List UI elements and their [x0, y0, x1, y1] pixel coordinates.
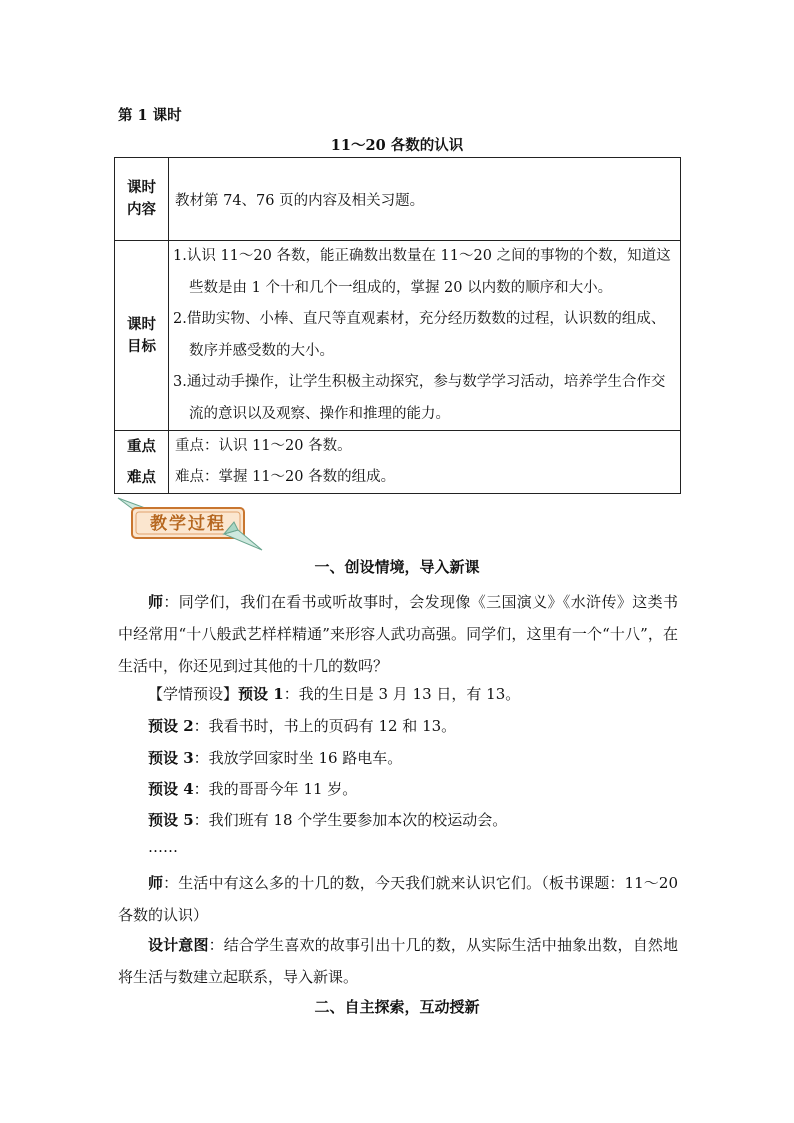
- key-difficult-header: [115, 431, 169, 494]
- lesson-info-table: [114, 157, 681, 494]
- key-point: 重点：认识 11～20 各数。: [175, 438, 352, 454]
- preset-item-3: 预设 3：我放学回家时坐 16 路电车。: [148, 749, 403, 767]
- lesson-number: 第 1 课时: [118, 107, 182, 124]
- banner-text: 教学过程: [150, 514, 226, 534]
- document-title: 11～20 各数的认识: [330, 137, 464, 154]
- teacher-paragraph-2: 师：生活中有这么多的十几的数，今天我们就来认识它们。（板书课题：11～20 各数的认识）: [118, 874, 678, 924]
- content-header: 课时 内容: [115, 158, 169, 241]
- design-intent-label: 设计意图: [148, 936, 209, 954]
- ellipsis: ……: [148, 838, 178, 856]
- preset-item-5: 预设 5：我们班有 18 个学生要参加本次的校运动会。: [148, 811, 508, 829]
- table-row-goals: [115, 241, 681, 431]
- preset-item-4: 预设 4：我的哥哥今年 11 岁。: [148, 780, 358, 798]
- key-header: 重点: [127, 438, 156, 455]
- teacher-label: 师: [148, 593, 164, 611]
- table-row-key-difficult: [115, 431, 681, 494]
- goal-item: 2.借助实物、小棒、直尺等直观素材，充分经历数数的过程，认识数的组成、数序并感受数的大小。: [173, 311, 666, 359]
- teacher-label: 师: [148, 874, 164, 892]
- teacher-paragraph-1: 师：同学们，我们在看书或听故事时，会发现像《三国演义》《水浒传》这类书中经常用“十八般武艺样样精通”来形容人武功高强。同学们，这里有一个“十八”，在生活中，你还见到过其他的十几的数吗？: [118, 593, 678, 675]
- goals-header: 课时 目标: [115, 241, 169, 431]
- difficult-point: 难点：掌握 11～20 各数的组成。: [175, 469, 396, 485]
- teaching-process-banner: [116, 494, 264, 554]
- goal-item: 3.通过动手操作，让学生积极主动探究，参与数学学习活动，培养学生合作交流的意识以及观察、操作和推理的能力。: [173, 374, 666, 422]
- preset-item-1: 【学情预设】预设 1：我的生日是 3 月 13 日，有 13。: [148, 685, 521, 703]
- goals-cell: [169, 241, 681, 431]
- difficult-header: 难点: [127, 469, 156, 486]
- goal-item: 1.认识 11～20 各数，能正确数出数量在 11～20 之间的事物的个数，知道这些数是由 1 个十和几个一组成的，掌握 20 以内数的顺序和大小。: [173, 248, 671, 296]
- preset-item-2: 预设 2：我看书时，书上的页码有 12 和 13。: [148, 717, 457, 735]
- key-difficult-cell: [169, 431, 681, 494]
- section-title-2: 二、自主探索，互动授新: [314, 998, 480, 1016]
- design-intent-paragraph: 设计意图：结合学生喜欢的故事引出十几的数，从实际生活中抽象出数，自然地将生活与数建立起联系，导入新课。: [118, 936, 678, 986]
- content-cell: 教材第 74、76 页的内容及相关习题。: [169, 158, 681, 241]
- table-row-content: [115, 158, 681, 241]
- section-title-1: 一、创设情境，导入新课: [314, 558, 480, 576]
